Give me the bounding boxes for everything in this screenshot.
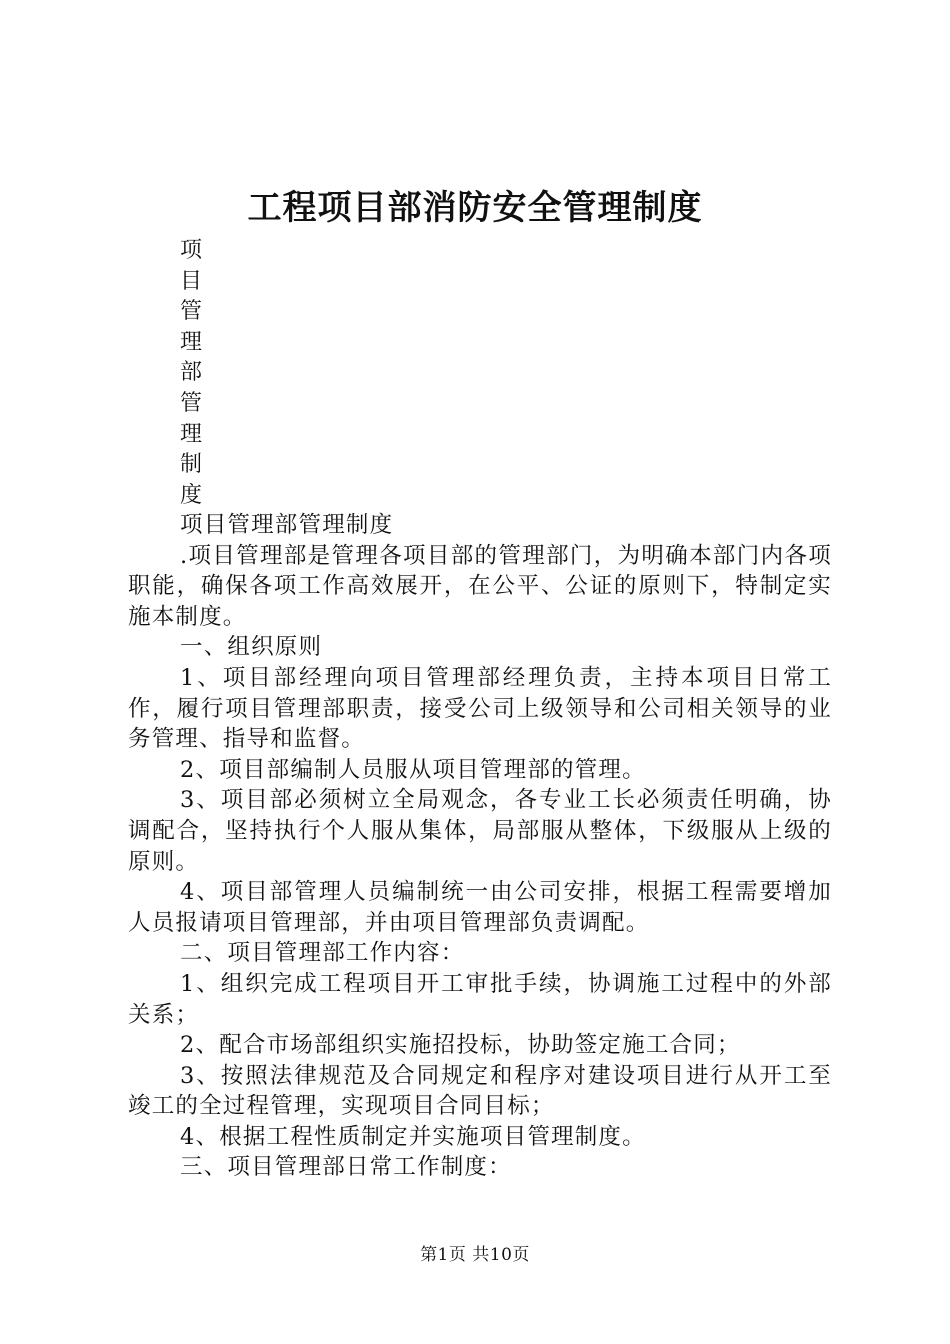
vertical-char: 目 bbox=[180, 268, 203, 294]
document-title: 工程项目部消防安全管理制度 bbox=[247, 188, 703, 228]
page-footer: 第1页 共10页 bbox=[420, 1245, 530, 1265]
paragraph: 4、根据工程性质制定并实施项目管理制度。 bbox=[180, 1123, 646, 1150]
section-heading: 一、组织原则 bbox=[180, 634, 323, 661]
vertical-char: 理 bbox=[180, 329, 203, 355]
vertical-char: 项 bbox=[180, 238, 203, 263]
vertical-char: 度 bbox=[180, 482, 203, 508]
paragraph: 3、按照法律规范及合同规定和程序对建设项目进行从开工至竣工的全过程管理，实现项目合同目标； bbox=[128, 1062, 832, 1120]
paragraph: 1、组织完成工程项目开工审批手续，协调施工过程中的外部关系； bbox=[128, 970, 832, 1028]
document-body bbox=[128, 510, 832, 1183]
paragraph: 2、项目部编制人员服从项目管理部的管理。 bbox=[180, 756, 646, 783]
section-heading: 三、项目管理部日常工作制度： bbox=[180, 1154, 512, 1181]
vertical-char: 管 bbox=[180, 299, 203, 325]
paragraph: .项目管理部是管理各项目部的管理部门，为明确本部门内各项职能，确保各项工作高效展开，在公平、公证的原则下，特制定实施本制度。 bbox=[128, 542, 832, 630]
vertical-char: 管 bbox=[180, 390, 203, 416]
vertical-heading bbox=[180, 236, 210, 511]
section-heading: 二、项目管理部工作内容： bbox=[180, 940, 465, 967]
vertical-char: 理 bbox=[180, 421, 203, 447]
paragraph: 2、配合市场部组织实施招投标，协助签定施工合同； bbox=[180, 1032, 741, 1059]
vertical-char: 制 bbox=[180, 452, 203, 478]
vertical-char: 部 bbox=[180, 360, 203, 386]
paragraph: 3、项目部必须树立全局观念，各专业工长必须责任明确，协调配合，坚持执行个人服从集体，局部服从整体，下级服从上级的原则。 bbox=[128, 787, 832, 875]
section-heading: 项目管理部管理制度 bbox=[180, 512, 394, 538]
paragraph: 4、项目部管理人员编制统一由公司安排，根据工程需要增加人员报请项目管理部，并由项目管理部负责调配。 bbox=[128, 879, 832, 936]
paragraph: 1、项目部经理向项目管理部经理负责，主持本项目日常工作，履行项目管理部职责，接受公司上级领导和公司相关领导的业务管理、指导和监督。 bbox=[128, 664, 832, 753]
